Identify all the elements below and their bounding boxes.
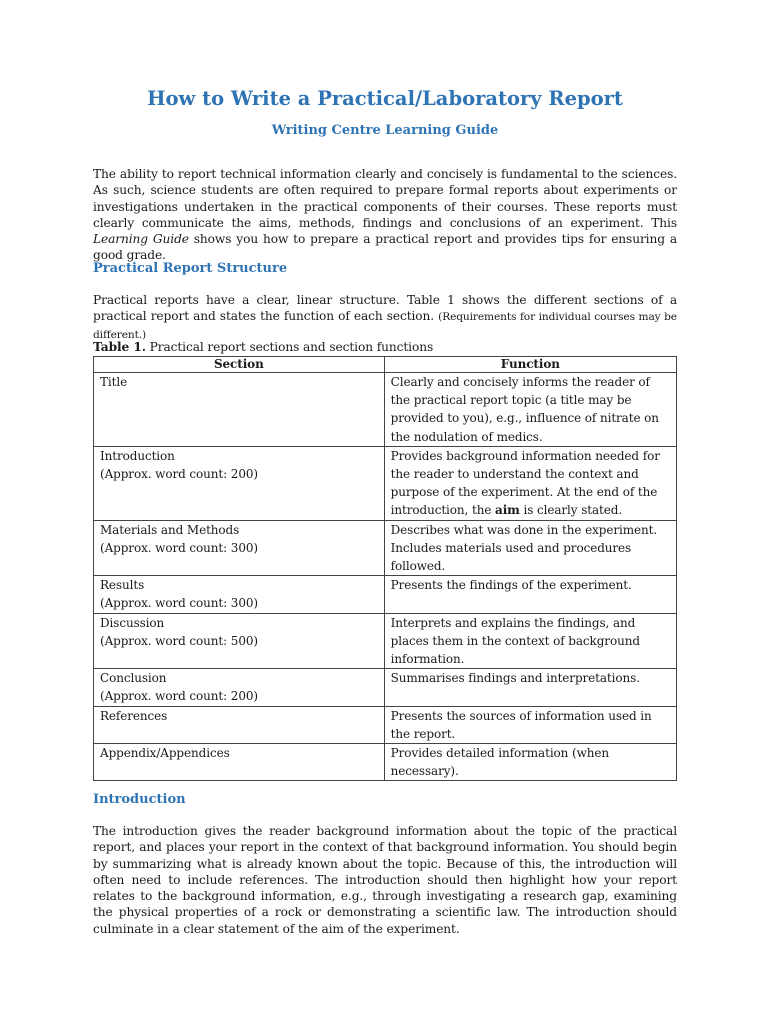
function-text: necessary).	[390, 764, 459, 779]
function-text: Provides background information needed for	[390, 448, 660, 463]
table-caption-text: Practical report sections and section functions	[145, 340, 434, 354]
table-cell-section	[94, 373, 385, 447]
function-text: Clearly and concisely informs the reader of	[390, 375, 650, 389]
function-text: Provides detailed information (when	[390, 746, 610, 761]
table-cell-function	[384, 576, 676, 613]
table-cell-section	[94, 613, 385, 669]
function-text-bold: aim	[495, 503, 520, 518]
table-cell-section	[94, 520, 385, 576]
table-header-row	[94, 357, 677, 373]
section-word-count: (Approx. word count: 500)	[100, 633, 258, 648]
sections-table	[93, 356, 677, 781]
function-text: information.	[390, 652, 465, 667]
table-row	[94, 744, 677, 781]
document-subtitle: Writing Centre Learning Guide	[271, 123, 499, 138]
table-cell-section	[94, 576, 385, 613]
section-word-count: (Approx. word count: 300)	[100, 540, 258, 555]
section-word-count: (Approx. word count: 200)	[100, 467, 258, 482]
table-cell-function	[384, 613, 676, 669]
introduction-heading: Introduction	[93, 792, 186, 807]
function-text-pre: introduction, the	[390, 503, 496, 518]
function-text: the practical report topic (a title may be	[390, 393, 632, 408]
function-text: Presents the sources of information used in	[390, 708, 652, 723]
table-cell-function	[384, 669, 676, 706]
function-text: the nodulation of medics.	[390, 429, 543, 444]
intro-paragraph-text-1: The ability to report technical information clearly and concisely is fundamental to the sciences. As such, science students are often required to prepare formal reports about experiments or investigations undertaken in the practical components of their courses. These reports must clearly communicate the aims, methods, findings and conclusions of an experiment. This	[93, 167, 677, 230]
intro-paragraph-italic: Learning Guide	[93, 232, 189, 247]
section-name: Results	[100, 578, 145, 593]
table-header-function: Function	[384, 357, 676, 373]
function-text: Interprets and explains the findings, and	[390, 615, 636, 630]
table-row	[94, 669, 677, 706]
table-cell-function	[384, 520, 676, 576]
function-text: provided to you), e.g., influence of nitrate on	[390, 411, 659, 426]
table-cell-function	[384, 744, 676, 781]
section-name: Materials and Methods	[100, 522, 240, 537]
table-cell-function	[384, 446, 676, 520]
table-caption	[93, 340, 433, 354]
function-text: followed.	[390, 559, 446, 574]
function-text-post: is clearly stated.	[519, 503, 623, 518]
introduction-paragraph: The introduction gives the reader background information about the topic of the practical report, and places your report in the context of that background information. You should begin by summarizing what is already known about the topic. Because of this, the introduction will often need to include references. The introduction should then highlight how your report relates to the background information, e.g., through investigating a research gap, examining the physical properties of a rock or demonstrating a scientific law. The introduction should culminate in a clear statement of the aim of the experiment.	[93, 824, 677, 936]
function-text: the reader to understand the context and	[390, 467, 639, 482]
table-row	[94, 373, 677, 447]
function-text: places them in the context of background	[390, 633, 640, 648]
section-name: Appendix/Appendices	[100, 746, 230, 761]
structure-paragraph	[93, 292, 677, 343]
structure-paragraph-text: Practical reports have a clear, linear structure. Table 1 shows the different sections of a practical report and states the function of each section.	[93, 293, 677, 324]
section-name: Title	[100, 375, 128, 389]
table-cell-function	[384, 706, 676, 743]
intro-paragraph-text-2: shows you how to prepare a practical report and provides tips for ensuring a good grade.	[93, 232, 677, 263]
function-text: the report.	[390, 726, 456, 741]
table-caption-label: Table 1.	[93, 340, 146, 354]
table-cell-section	[94, 669, 385, 706]
table-row	[94, 706, 677, 743]
structure-heading: Practical Report Structure	[93, 261, 288, 276]
table-cell-section	[94, 446, 385, 520]
section-name: Conclusion	[100, 671, 167, 686]
function-text: purpose of the experiment. At the end of the	[390, 485, 658, 500]
table-row	[94, 613, 677, 669]
intro-paragraph	[93, 166, 677, 264]
section-word-count: (Approx. word count: 300)	[100, 596, 258, 611]
function-text: Presents the findings of the experiment.	[390, 578, 632, 593]
table-row	[94, 446, 677, 520]
function-text-last	[391, 501, 670, 519]
section-name: References	[100, 708, 168, 723]
section-name: Introduction	[100, 448, 175, 463]
function-text: Includes materials used and procedures	[390, 540, 632, 555]
section-name: Discussion	[100, 615, 165, 630]
function-text: Summarises findings and interpretations.	[390, 671, 640, 686]
function-text: Describes what was done in the experiment.	[390, 522, 658, 537]
table-row	[94, 576, 677, 613]
document-title: How to Write a Practical/Laboratory Report	[147, 87, 623, 110]
table-cell-section	[94, 744, 385, 781]
table-cell-section	[94, 706, 385, 743]
structure-paragraph-note: (Requirements for individual courses may be different.)	[93, 311, 677, 341]
table-row	[94, 520, 677, 576]
table-cell-function	[384, 373, 676, 447]
table-header-section: Section	[94, 357, 385, 373]
section-word-count: (Approx. word count: 200)	[100, 689, 258, 704]
